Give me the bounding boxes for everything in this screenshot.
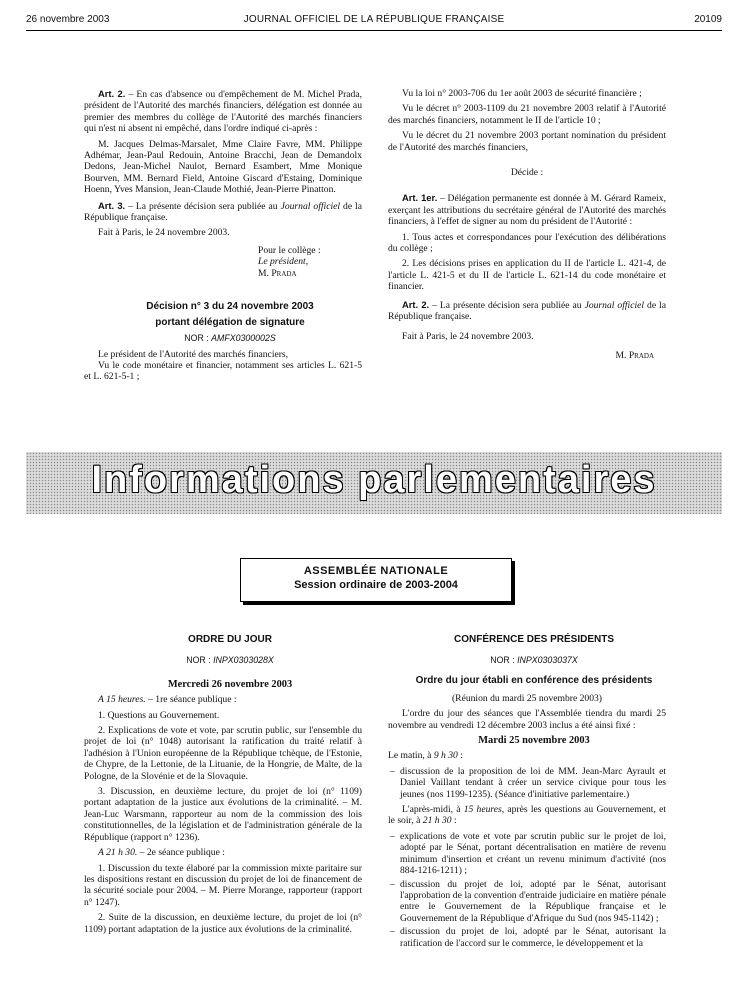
signature-line-2: Le président,	[258, 256, 309, 268]
vu-decret-1: Vu le décret n° 2003-1109 du 21 novembre 2003 relatif à l'Autorité des marchés financiers, notamment le II de l'article 10 ;	[388, 103, 666, 126]
header-page-number: 20109	[694, 14, 722, 25]
seance-1-heading: A 15 heures. – 1re séance publique :	[98, 694, 237, 706]
conference-reunion: (Réunion du mardi 25 novembre 2003)	[451, 692, 602, 704]
running-header	[26, 14, 722, 31]
decide: Décide :	[510, 167, 544, 179]
top-right-column	[388, 88, 666, 365]
signature-line-3: M. Prada	[258, 267, 297, 279]
conference-title: CONFÉRENCE DES PRÉSIDENTS	[453, 634, 615, 645]
ordre-nor: NOR : INPX0303028X	[186, 655, 274, 666]
conference-column	[388, 634, 666, 953]
signature-line-1: Pour le collège :	[258, 244, 321, 256]
decision-title-2: portant délégation de signature	[155, 317, 305, 329]
top-left-column	[84, 88, 362, 387]
seance-2-item-2: 2. Suite de la discussion, en deuxième lecture, du projet de loi (n° 1109) portant adaptation de la justice aux évolutions de la criminalité.	[84, 912, 362, 935]
banner-title: Informations parlementaires	[91, 459, 657, 501]
members-list: M. Jacques Delmas-Marsalet, Mme Claire Favre, MM. Philippe Adhémar, Jean-Paul Redouin, Antoine Bracchi, Jean de Demandolx Dedons, Jean-Michel Naulot, Bernard Esambert, Mme Monique Bourven, MM. Bernard Field, Antoine Giscard d'Estaing, Dominique Hoenn, Yves Mansion, Jean-Claude Mothié, Jean-Pierre Pinatton.	[84, 138, 362, 196]
article-1-paragraph: Art. 1er. – Délégation permanente est donnée à M. Gérard Rameix, exerçant les attributions du secrétaire général de l'Autorité des marchés financiers, à l'effet de signer au nom du président de l'Autorité :	[388, 192, 666, 228]
assemblee-line-2: Session ordinaire de 2003-2004	[294, 579, 458, 591]
apres-midi-item-1: – explications de vote et vote par scrutin public sur le projet de loi, adopté par le Sénat, portant décentralisation en matière de revenu minimum d'insertion et créant un revenu minimum d'activité (nos 884-1216-1211) ;	[400, 831, 666, 877]
apres-midi-item-2: – discussion du projet de loi, adopté par le Sénat, autorisant l'approbation de la convention d'entraide judiciaire en matière pénale entre le Gouvernement de la République française et le Gouvernement de la République d'Afrique du Sud (nos 945-1142) ;	[400, 879, 666, 925]
assemblee-nationale-box	[240, 558, 512, 602]
matin-list	[388, 766, 666, 800]
informations-parlementaires-banner	[26, 452, 722, 514]
article-2-right-paragraph: Art. 2. – La présente décision sera publiée au Journal officiel de la République française.	[388, 298, 666, 323]
conference-day: Mardi 25 novembre 2003	[478, 735, 590, 747]
seance-1-item-2: 2. Explications de vote et vote, par scrutin public, sur l'ensemble du projet de loi (n° 1048) autorisant la ratification du traité relatif à l'adhésion à l'Union européenne de la République tchèque, de l'Estonie, de Chypre, de la Lettonie, de la Lituanie, de la Hongrie, de Malte, de la Pologne, de la Slovénie et de la Slovaquie.	[84, 725, 362, 782]
ordre-day: Mercredi 26 novembre 2003	[167, 678, 293, 690]
fait-a-paris-right: Fait à Paris, le 24 novembre 2003.	[402, 330, 534, 342]
article-2-paragraph: Art. 2. – En cas d'absence ou d'empêchement de M. Michel Prada, président de l'Autorité des marchés financiers, délégation est donnée au premier des membres du collège de l'Autorité des marchés financiers qui n'est ni absent ni empêché, dans l'ordre indiqué ci-après :	[84, 88, 362, 135]
signature-block	[84, 245, 362, 279]
decision-intro-1: Le président de l'Autorité des marchés financiers,	[98, 348, 289, 360]
seance-1-item-3: 3. Discussion, en deuxième lecture, du projet de loi (n° 1109) portant adaptation de la justice aux évolutions de la criminalité. – M. Jean-Luc Warsmann, rapporteur au nom de la commission des lois constitutionnelles, de la législation et de l'administration générale de la République (rapport n° 1236).	[84, 786, 362, 843]
assemblee-line-1: ASSEMBLÉE NATIONALE	[303, 565, 449, 577]
conference-intro: L'ordre du jour des séances que l'Assemblée tiendra du mardi 25 novembre au vendredi 12 décembre 2003 inclus a été ainsi fixé :	[388, 708, 666, 731]
signature-right: M. Prada	[615, 349, 654, 361]
conference-subtitle: Ordre du jour établi en conférence des présidents	[415, 674, 653, 686]
fait-a-paris: Fait à Paris, le 24 novembre 2003.	[98, 227, 230, 239]
delegation-item-1: 1. Tous actes et correspondances pour l'exécution des délibérations du collège ;	[388, 231, 666, 255]
matin-item: – discussion de la proposition de loi de MM. Jean-Marc Ayrault et Daniel Vaillant tendant à créer un service civique pour tous les jeunes (nos 1199-1235). (Séance d'initiative parlementaire.)	[400, 766, 666, 800]
header-date: 26 novembre 2003	[26, 14, 110, 25]
article-3-paragraph: Art. 3. – La présente décision sera publiée au Journal officiel de la République française.	[84, 199, 362, 224]
conference-nor: NOR : INPX0303037X	[490, 655, 578, 666]
header-journal-title: JOURNAL OFFICIEL DE LA RÉPUBLIQUE FRANÇAISE	[243, 14, 505, 25]
seance-2-heading: A 21 h 30. – 2e séance publique :	[98, 847, 225, 859]
ordre-du-jour-title: ORDRE DU JOUR	[188, 634, 272, 645]
matin-heading: Le matin, à 9 h 30 :	[388, 750, 463, 762]
decision-nor: NOR : AMFX0300002S	[184, 333, 276, 344]
vu-decret-2: Vu le décret du 21 novembre 2003 portant nomination du président de l'Autorité des marchés financiers,	[388, 130, 666, 153]
seance-1-item-1: 1. Questions au Gouvernement.	[98, 709, 220, 721]
delegation-item-2: 2. Les décisions prises en application du II de l'article L. 421-4, de l'article L. 421-5 et du II de l'article L. 621-14 du code monétaire et financier.	[388, 258, 666, 293]
apres-midi-item-3: – discussion du projet de loi, adopté par le Sénat, autorisant la ratification de l'accord sur le commerce, le développement et la	[400, 926, 666, 949]
decision-title-1: Décision n° 3 du 24 novembre 2003	[146, 301, 314, 313]
seance-2-item-1: 1. Discussion du texte élaboré par la commission mixte paritaire sur les dispositions restant en discussion du projet de loi de financement de la sécurité sociale pour 2004. – M. Pierre Morange, rapporteur (rapport n° 1247).	[84, 862, 362, 908]
ordre-du-jour-column	[84, 634, 362, 939]
decision-intro-2: Vu le code monétaire et financier, notamment ses articles L. 621-5 et L. 621-5-1 ;	[84, 359, 362, 383]
vu-loi: Vu la loi n° 2003-706 du 1er août 2003 de sécurité financière ;	[402, 88, 642, 99]
apres-midi-list	[388, 831, 666, 949]
apres-midi-heading: L'après-midi, à 15 heures, après les questions au Gouvernement, et le soir, à 21 h 30 :	[388, 804, 667, 827]
